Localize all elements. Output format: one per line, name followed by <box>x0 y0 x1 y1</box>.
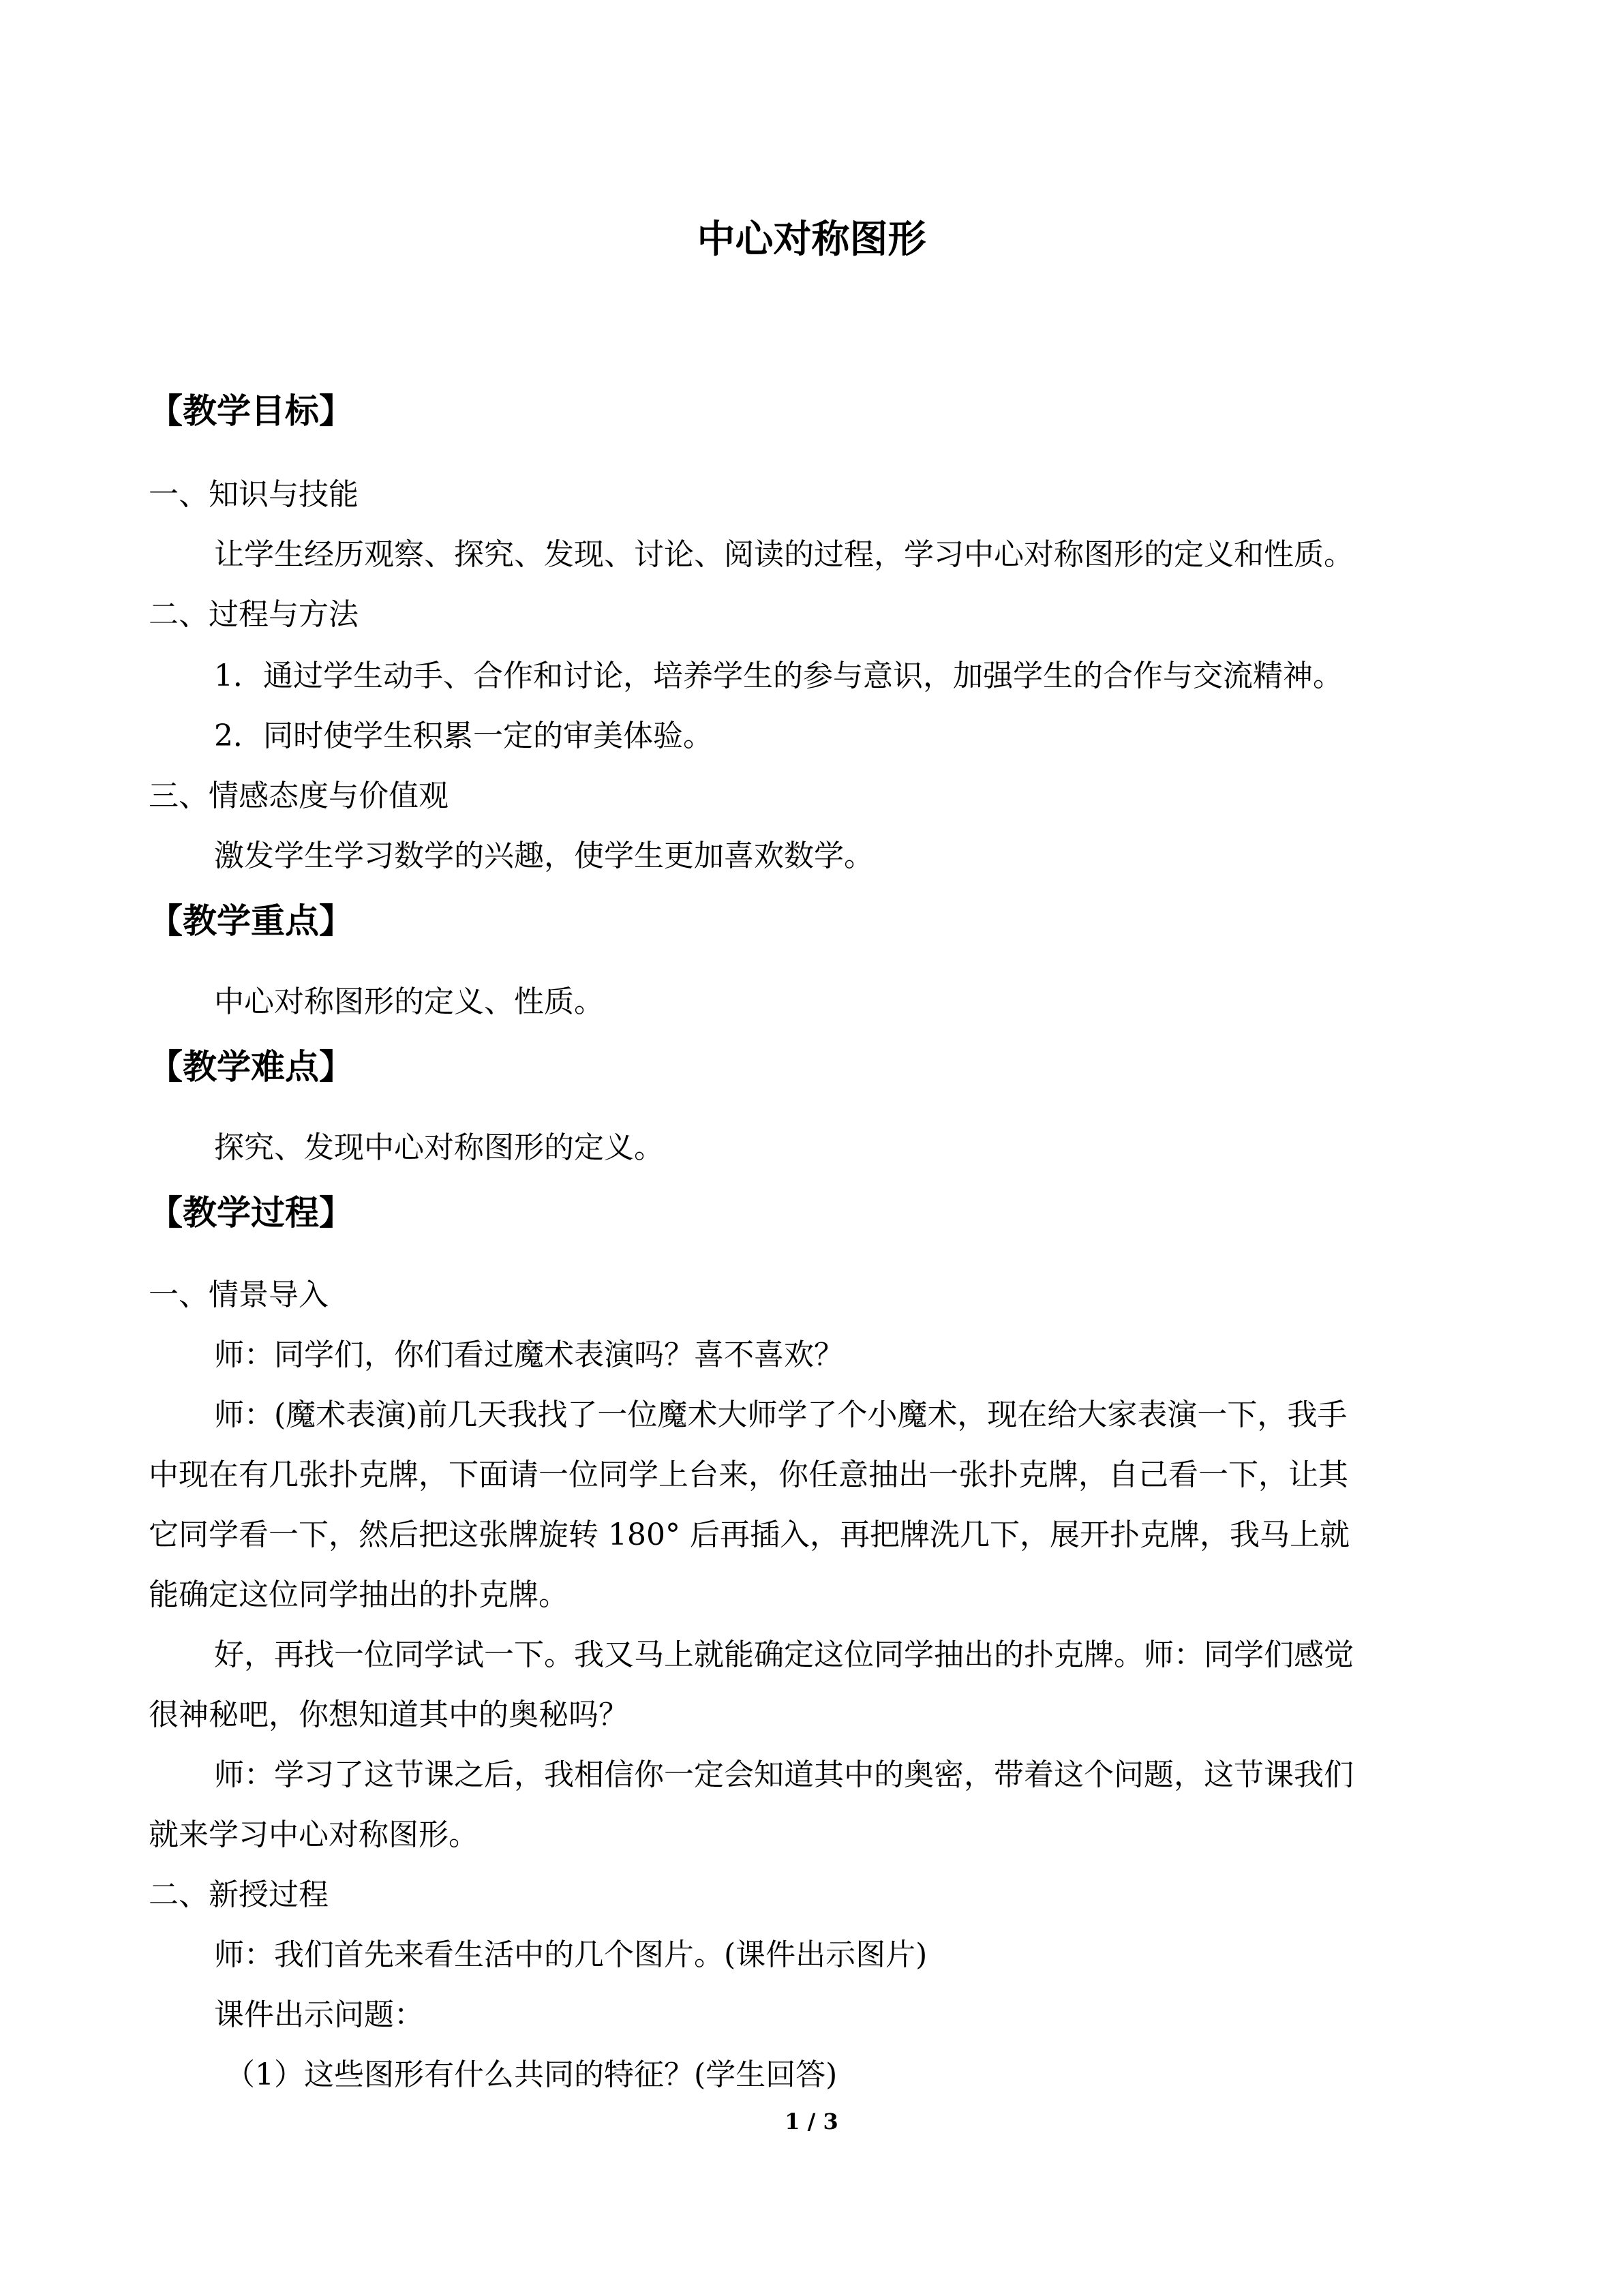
difficulty-text: 探究、发现中心对称图形的定义。 <box>214 1130 664 1165</box>
goals-attitude-text: 激发学生学习数学的兴趣，使学生更加喜欢数学。 <box>214 839 874 873</box>
process-line: 师：同学们，你们看过魔术表演吗？喜不喜欢？ <box>214 1338 844 1372</box>
process-line: 师：(魔术表演)前几天我找了一位魔术大师学了个小魔术，现在给大家表演一下，我手 <box>214 1398 1348 1432</box>
process-line: 中现在有几张扑克牌，下面请一位同学上台来，你任意抽出一张扑克牌，自己看一下，让其 <box>149 1457 1348 1492</box>
goals-process-item-1: 1．通过学生动手、合作和讨论，培养学生的参与意识，加强学生的合作与交流精神。 <box>214 659 1343 693</box>
page-number: 1 / 3 <box>785 2109 838 2134</box>
goals-knowledge-text: 让学生经历观察、探究、发现、讨论、阅读的过程，学习中心对称图形的定义和性质。 <box>214 537 1354 572</box>
process-line: 师：我们首先来看生活中的几个图片。(课件出示图片) <box>214 1937 928 1972</box>
process-line: 就来学习中心对称图形。 <box>149 1817 479 1852</box>
goals-process-item-2: 2．同时使学生积累一定的审美体验。 <box>214 719 713 753</box>
process-line: 好，再找一位同学试一下。我又马上就能确定这位同学抽出的扑克牌。师：同学们感觉 <box>214 1637 1354 1672</box>
goals-heading-knowledge: 一、知识与技能 <box>149 477 359 512</box>
process-line: 它同学看一下，然后把这张牌旋转 180° 后再插入，再把牌洗几下，展开扑克牌，我马上就 <box>149 1517 1350 1552</box>
process-line: （1）这些图形有什么共同的特征？(学生回答) <box>225 2057 838 2092</box>
process-line: 能确定这位同学抽出的扑克牌。 <box>149 1577 568 1612</box>
section-heading-difficulty: 【教学难点】 <box>149 1047 353 1087</box>
process-line: 课件出示问题： <box>214 1997 424 2032</box>
process-line: 师：学习了这节课之后，我相信你一定会知道其中的奥密，带着这个问题，这节课我们 <box>214 1757 1354 1792</box>
section-heading-goals: 【教学目标】 <box>149 391 353 431</box>
key-text: 中心对称图形的定义、性质。 <box>214 984 604 1019</box>
goals-heading-attitude: 三、情感态度与价值观 <box>149 779 449 813</box>
process-heading-intro: 一、情景导入 <box>149 1278 329 1312</box>
process-heading-new: 二、新授过程 <box>149 1877 329 1912</box>
section-heading-key: 【教学重点】 <box>149 901 353 941</box>
goals-heading-process: 二、过程与方法 <box>149 597 359 632</box>
section-heading-process: 【教学过程】 <box>149 1193 353 1233</box>
document-title: 中心对称图形 <box>697 217 926 262</box>
process-line: 很神秘吧，你想知道其中的奥秘吗？ <box>149 1697 628 1732</box>
